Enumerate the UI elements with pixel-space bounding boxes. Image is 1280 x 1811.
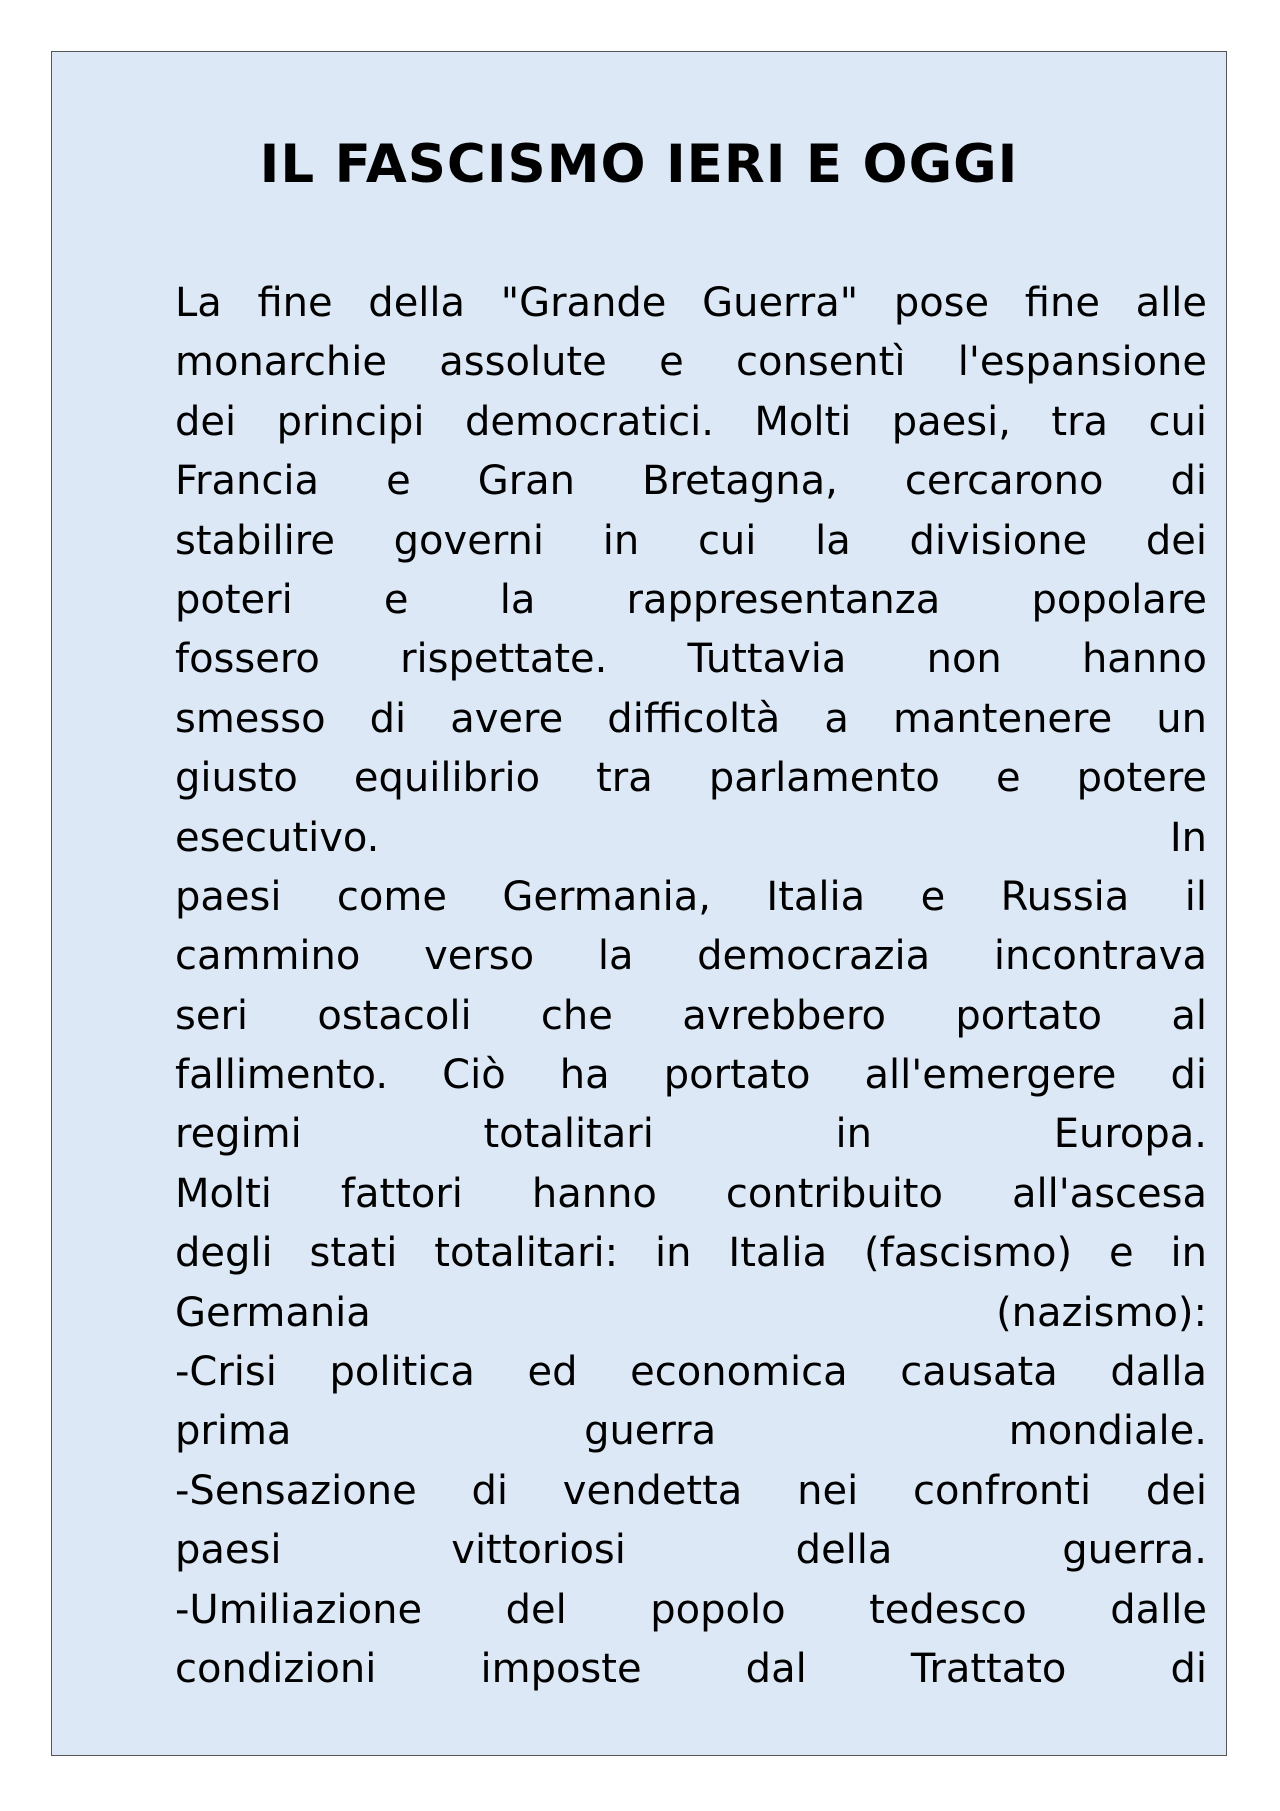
- text-line: -Sensazione di vendetta nei confronti dei: [175, 1467, 1207, 1514]
- text-line: regimi totalitari in Europa.: [175, 1111, 1207, 1158]
- text-line: degli stati totalitari: in Italia (fascismo) e in: [175, 1230, 1207, 1277]
- text-line: dei principi democratici. Molti paesi, tra cui: [175, 398, 1207, 445]
- text-line: Germania (nazismo):: [175, 1289, 1207, 1336]
- text-line: stabilire governi in cui la divisione dei: [175, 517, 1207, 564]
- text-line: esecutivo. In: [175, 814, 1207, 861]
- text-line: prima guerra mondiale.: [175, 1408, 1207, 1455]
- text-line: Molti fattori hanno contribuito all'ascesa: [175, 1170, 1207, 1217]
- text-line: seri ostacoli che avrebbero portato al: [175, 992, 1207, 1039]
- document-title: IL FASCISMO IERI E OGGI: [259, 134, 1019, 195]
- text-line: fossero rispettate. Tuttavia non hanno: [175, 636, 1207, 683]
- text-line: monarchie assolute e consentì l'espansione: [175, 339, 1207, 386]
- document-page: [51, 51, 1227, 1756]
- text-line: paesi come Germania, Italia e Russia il: [175, 873, 1207, 920]
- text-line: paesi vittoriosi della guerra.: [175, 1527, 1207, 1574]
- text-line: condizioni imposte dal Trattato di: [175, 1645, 1207, 1692]
- document-body: [175, 274, 1207, 1699]
- text-line: smesso di avere difficoltà a mantenere un: [175, 695, 1207, 742]
- text-line: giusto equilibrio tra parlamento e potere: [175, 755, 1207, 802]
- text-line: Francia e Gran Bretagna, cercarono di: [175, 458, 1207, 505]
- text-line: -Crisi politica ed economica causata dalla: [175, 1349, 1207, 1396]
- text-line: cammino verso la democrazia incontrava: [175, 933, 1207, 980]
- text-line: -Umiliazione del popolo tedesco dalle: [175, 1586, 1207, 1633]
- text-line: La fine della "Grande Guerra" pose fine alle: [175, 280, 1207, 326]
- text-line: poteri e la rappresentanza popolare: [175, 576, 1207, 623]
- text-line: fallimento. Ciò ha portato all'emergere di: [175, 1052, 1207, 1099]
